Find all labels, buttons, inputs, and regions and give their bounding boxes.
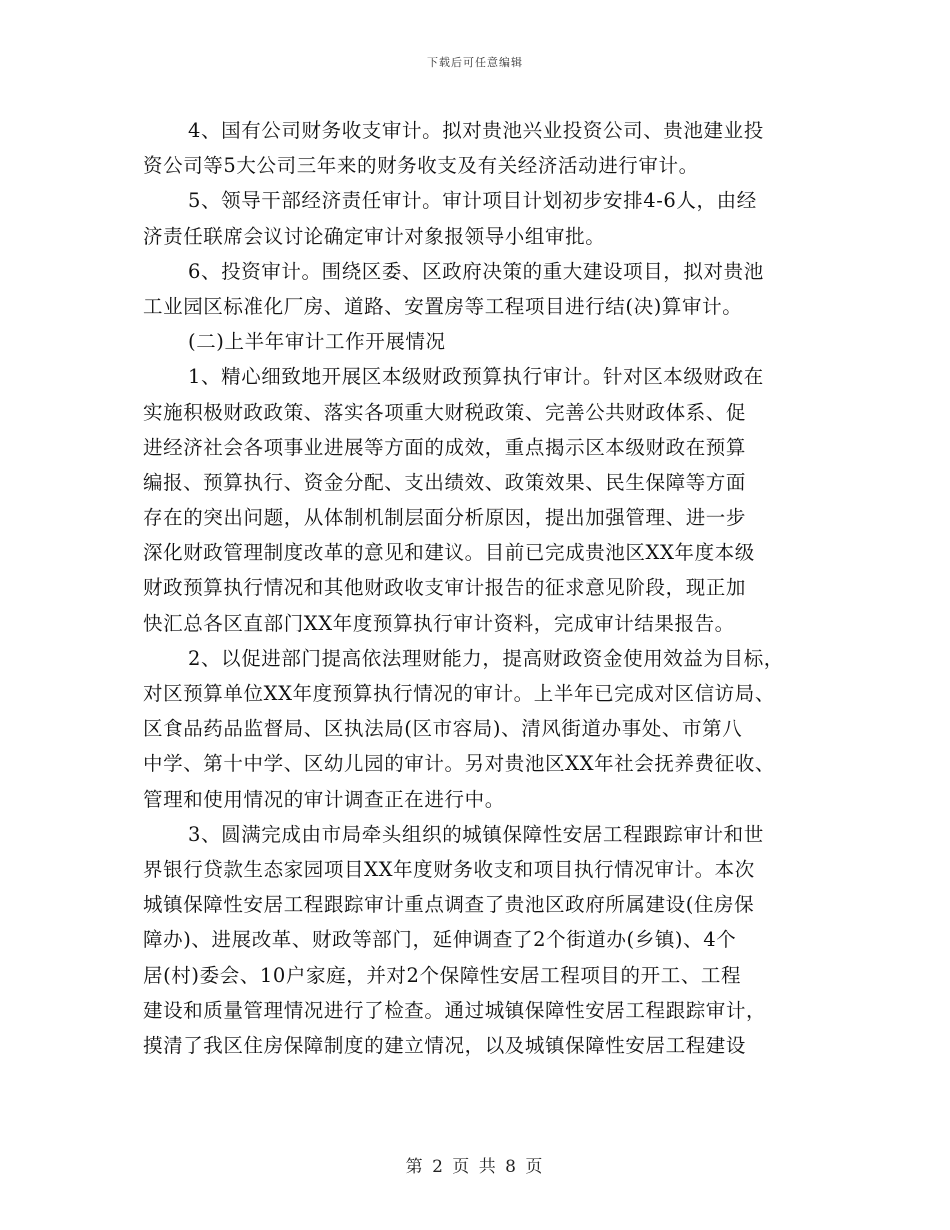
- text-line: 界银行贷款生态家园项目XX年度财务收支和项目执行情况审计。本次: [143, 857, 755, 881]
- text-line: 财政预算执行情况和其他财政收支审计报告的征求意见阶段，现正加: [143, 576, 747, 600]
- text-line: 中学、第十中学、区幼儿园的审计。另对贵池区XX年社会抚养费征收、: [143, 752, 775, 776]
- text-line: 济责任联席会议讨论确定审计对象报领导小组审批。: [143, 224, 606, 248]
- text-line: 管理和使用情况的审计调查正在进行中。: [143, 787, 505, 811]
- text-line: 快汇总各区直部门XX年度预算执行审计资料，完成审计结果报告。: [143, 611, 735, 635]
- text-line: 进经济社会各项事业进展等方面的成效，重点揭示区本级财政在预算: [143, 435, 747, 459]
- text-line: 障办)、进展改革、财政等部门，延伸调查了2个街道办(乡镇)、4个: [143, 928, 737, 952]
- text-line: 6、投资审计。围绕区委、区政府决策的重大建设项目，拟对贵池: [188, 259, 764, 283]
- text-line: 2、以促进部门提高依法理财能力，提高财政资金使用效益为目标，: [188, 646, 784, 670]
- text-line: 存在的突出问题，从体制机制层面分析原因，提出加强管理、进一步: [143, 506, 747, 530]
- text-line: 实施积极财政政策、落实各项重大财税政策、完善公共财政体系、促: [143, 400, 747, 424]
- text-line: 工业园区标准化厂房、道路、安置房等工程项目进行结(决)算审计。: [143, 294, 743, 318]
- body-text: [143, 113, 808, 1063]
- text-line: 资公司等5大公司三年来的财务收支及有关经济活动进行审计。: [143, 154, 699, 178]
- text-line: 建设和质量管理情况进行了检查。通过城镇保障性安居工程跟踪审计，: [143, 998, 767, 1022]
- text-line: 4、国有公司财务收支审计。拟对贵池兴业投资公司、贵池建业投: [188, 119, 764, 142]
- text-line: 城镇保障性安居工程跟踪审计重点调查了贵池区政府所属建设(住房保: [143, 893, 755, 917]
- text-line: 居(村)委会、10户家庭，并对2个保障性安居工程项目的开工、工程: [143, 963, 742, 987]
- header-note: 下载后可任意编辑: [427, 56, 523, 69]
- text-line: 对区预算单位XX年度预算执行情况的审计。上半年已完成对区信访局、: [143, 682, 775, 705]
- text-line: 深化财政管理制度改革的意见和建议。目前已完成贵池区XX年度本级: [143, 541, 755, 565]
- text-line: 5、领导干部经济责任审计。审计项目计划初步安排4-6人，由经: [188, 189, 757, 213]
- page-footer: 第 2 页 共 8 页: [405, 1157, 545, 1177]
- text-line: 区食品药品监督局、区执法局(区市容局)、清风街道办事处、市第八: [143, 717, 743, 741]
- text-line: 摸清了我区住房保障制度的建立情况，以及城镇保障性安居工程建设: [143, 1033, 747, 1057]
- text-line: 3、圆满完成由市局牵头组织的城镇保障性安居工程跟踪审计和世: [188, 822, 764, 846]
- text-line: 编报、预算执行、资金分配、支出绩效、政策效果、民生保障等方面: [143, 470, 747, 494]
- section-heading: (二)上半年审计工作开展情况: [188, 330, 446, 354]
- text-line: 1、精心细致地开展区本级财政预算执行审计。针对区本级财政在: [188, 365, 764, 389]
